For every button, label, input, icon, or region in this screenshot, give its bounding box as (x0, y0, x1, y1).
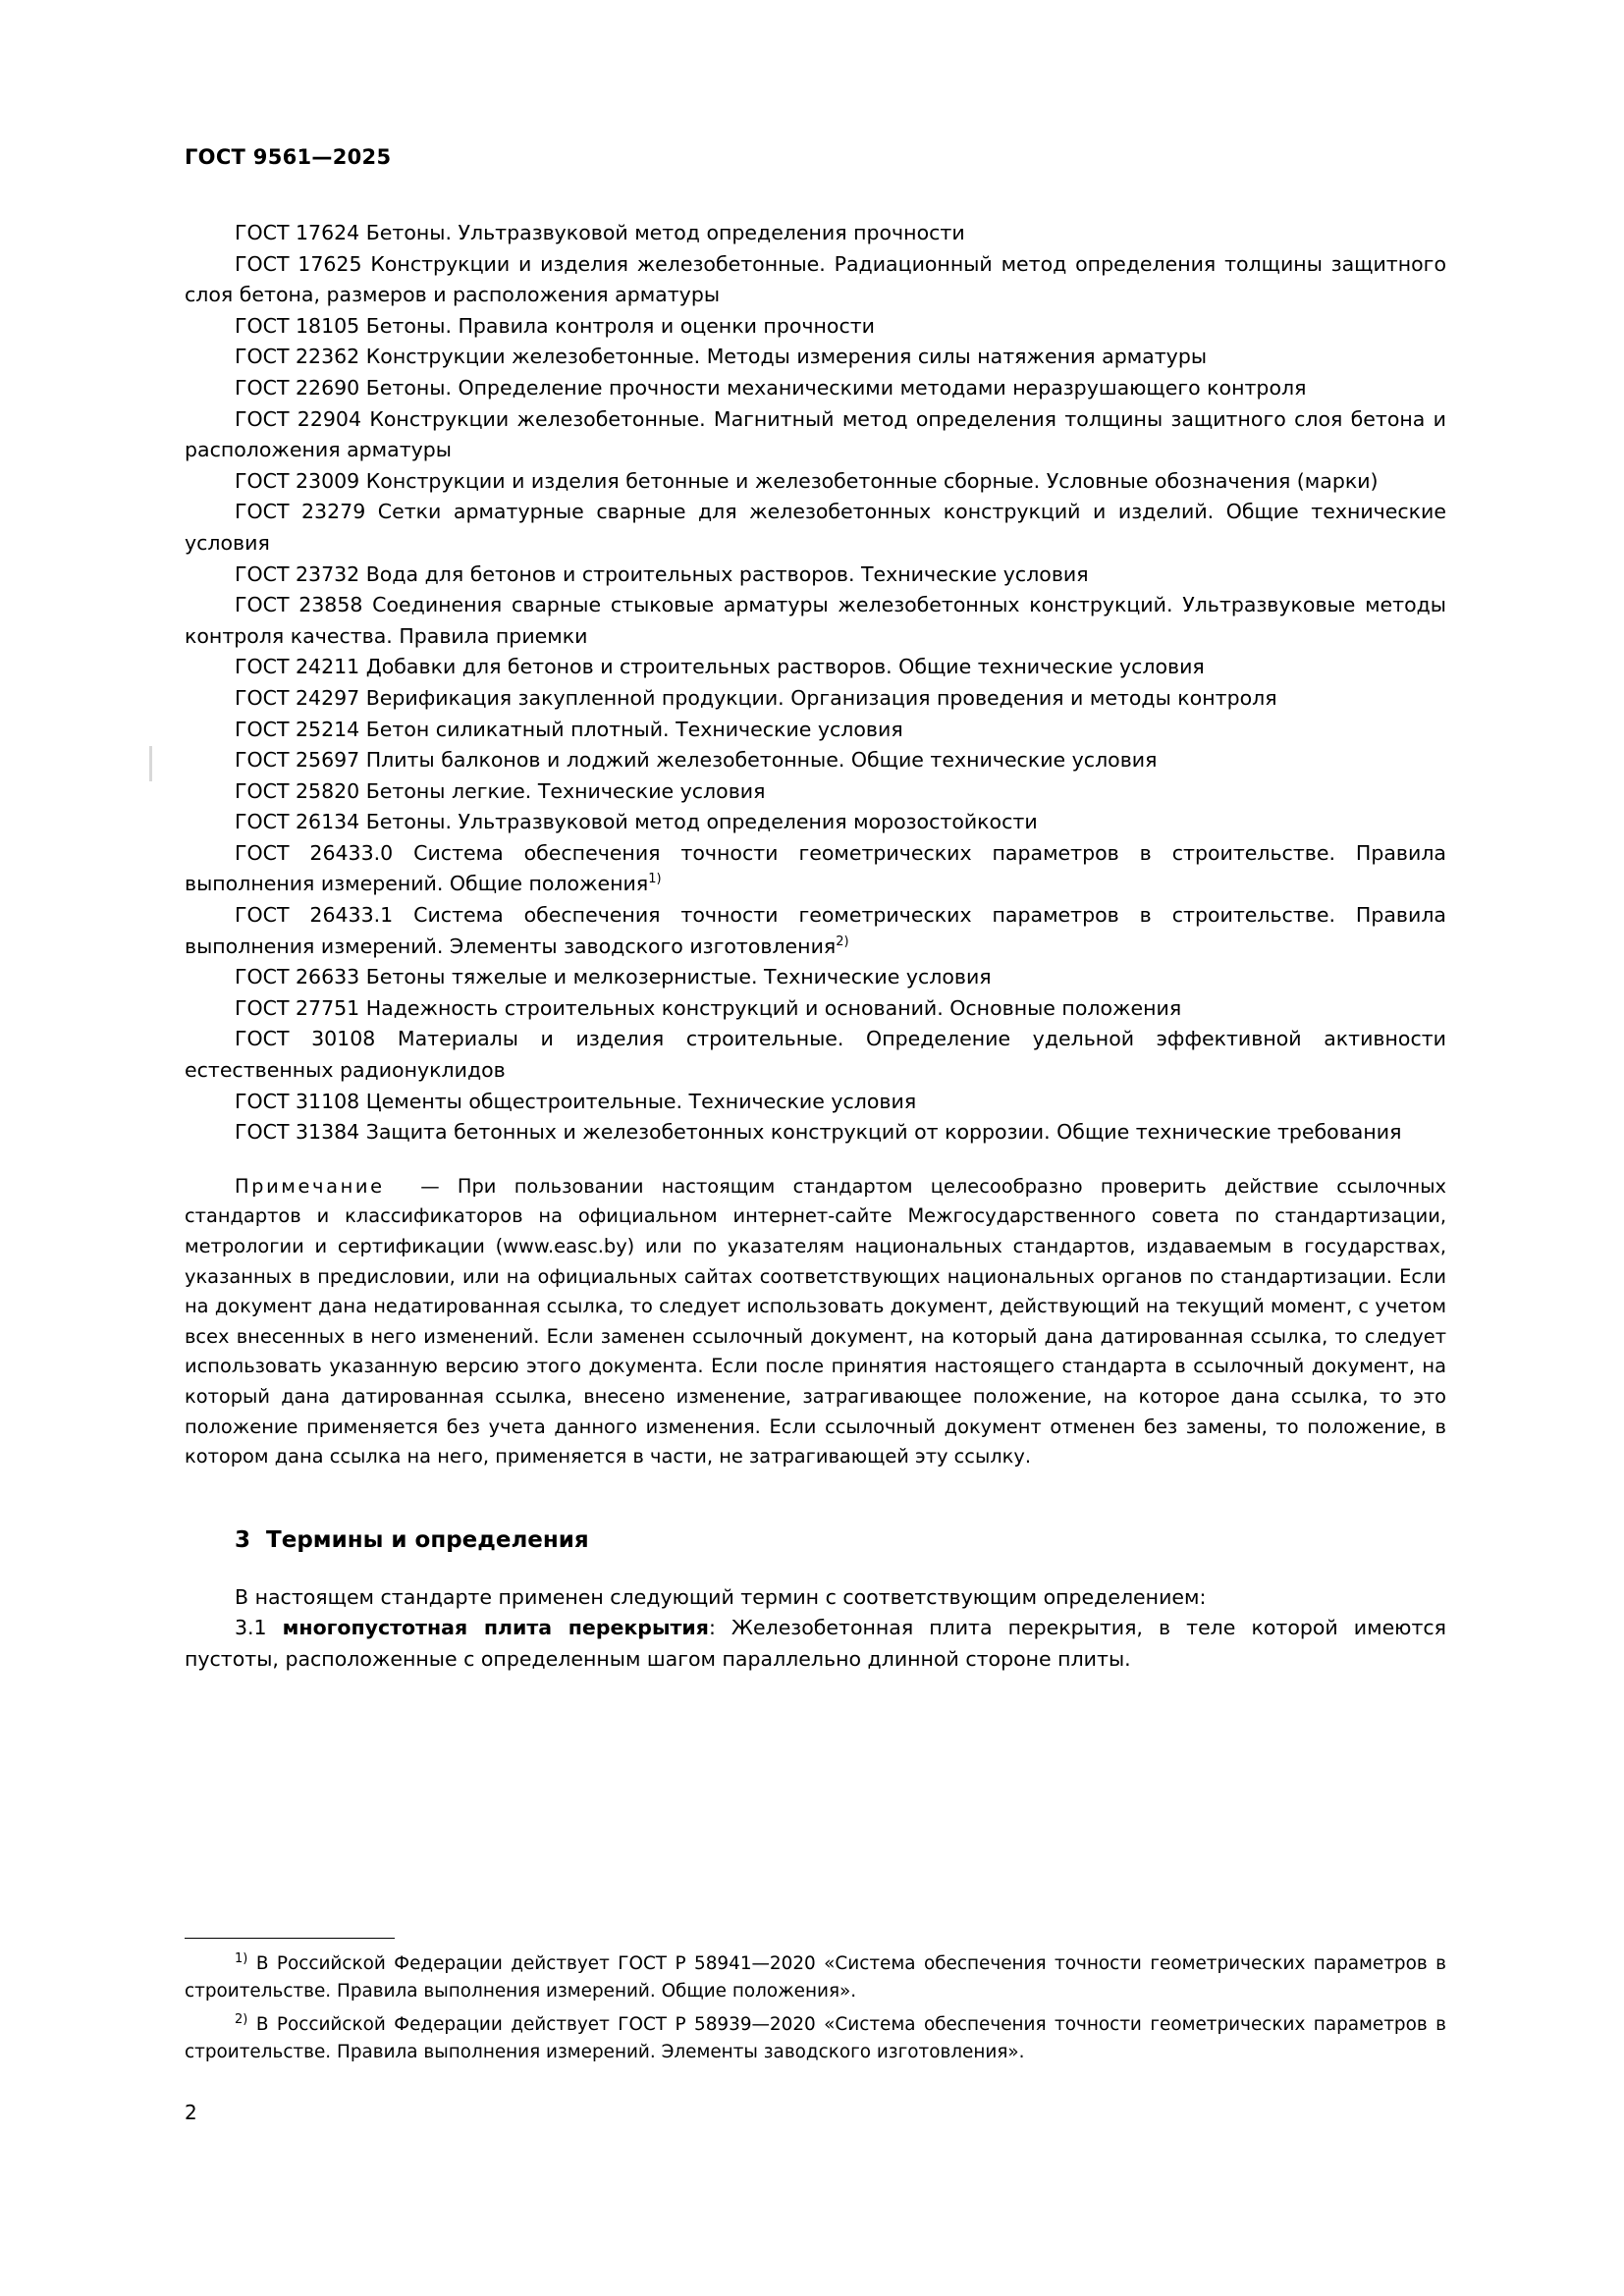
section-intro: В настоящем стандарте применен следующий термин с соответствующим определением: (235, 1584, 1207, 1609)
reference-item: ГОСТ 26633 Бетоны тяжелые и мелкозернистые. Технические условия (235, 965, 992, 989)
spacer (185, 1553, 1446, 1582)
reference-item: ГОСТ 24211 Добавки для бетонов и строительных растворов. Общие технические условия (235, 655, 1205, 679)
reference-item-with-footnote (185, 900, 1446, 962)
reference-item-with-footnote (185, 838, 1446, 900)
page-header: ГОСТ 9561—2025 (185, 145, 392, 169)
reference-item: ГОСТ 25214 Бетон силикатный плотный. Технические условия (235, 717, 903, 741)
section-title-text: Термины и определения (266, 1526, 589, 1553)
reference-item: ГОСТ 24297 Верификация закупленной продукции. Организация проведения и методы контроля (235, 685, 1277, 710)
reference-item: ГОСТ 27751 Надежность строительных конструкций и оснований. Основные положения (235, 995, 1182, 1020)
footnote-marker: 1) (648, 872, 662, 887)
reference-item: ГОСТ 23009 Конструкции и изделия бетонные и железобетонные сборные. Условные обозначения (марки) (235, 468, 1379, 493)
reference-item: ГОСТ 30108 Материалы и изделия строительные. Определение удельной эффективной активности естественных радионуклидов (185, 1027, 1446, 1083)
reference-item: ГОСТ 22362 Конструкции железобетонные. Методы измерения силы натяжения арматуры (235, 345, 1208, 369)
reference-item: ГОСТ 17624 Бетоны. Ультразвуковой метод определения прочности (235, 221, 965, 244)
reference-item: ГОСТ 26134 Бетоны. Ультразвуковой метод определения морозостойкости (235, 810, 1038, 834)
reference-text: ГОСТ 26433.1 Система обеспечения точности геометрических параметров в строительстве. Правила выполнения измерений. Элементы заводского изготовления (185, 903, 1446, 958)
note-label: Примечание (235, 1174, 385, 1198)
section-number: 3 (235, 1526, 251, 1553)
footnote-text: В Российской Федерации действует ГОСТ Р 58939—2020 «Система обеспечения точности геометрических параметров в строительстве. Правила выполнения измерений. Элементы заводского изготовления». (185, 2014, 1446, 2062)
footnote-marker: 1) (235, 1950, 248, 1966)
reference-item: ГОСТ 23732 Вода для бетонов и строительных растворов. Технические условия (235, 561, 1089, 586)
footnote (185, 1950, 1446, 2004)
reference-item: ГОСТ 17625 Конструкции и изделия железобетонные. Радиационный метод определения толщины защитного слоя бетона, размеров и расположения арматуры (185, 251, 1446, 307)
footnote (185, 2011, 1446, 2065)
reference-item: ГОСТ 23858 Соединения сварные стыковые арматуры железобетонных конструкций. Ультразвуковые методы контроля качества. Правила приемки (185, 593, 1446, 648)
reference-text: ГОСТ 26433.0 Система обеспечения точности геометрических параметров в строительстве. Правила выполнения измерений. Общие положения (185, 840, 1446, 896)
footnotes-area (185, 1938, 1446, 2072)
footnote-separator (185, 1938, 395, 1939)
section-heading (185, 1527, 1446, 1553)
reference-item: ГОСТ 25697 Плиты балконов и лоджий железобетонные. Общие технические условия (235, 748, 1158, 773)
note-block (185, 1172, 1446, 1472)
footnote-marker: 2) (836, 934, 849, 949)
term-name: многопустотная плита перекрытия (282, 1616, 709, 1640)
note-text: При пользовании настоящим стандартом целесообразно проверить действие ссылочных стандартов и классификаторов на официальном интернет-сайте Межгосударственного совета по стандартизации, метрологии и сертификации (www.easc.by) или по указателям национальных стандартов, издаваемым в государствах, указанных в предисловии, или на официальных сайтах соответствующих национальных органов по стандартизации. Если на документ дана недатированная ссылка, то следует использовать документ, действующий на текущий момент, с учетом всех внесенных в него изменений. Если заменен ссылочный документ, на который дана датированная ссылка, то следует использовать указанную версию этого документа. Если после принятия настоящего стандарта в ссылочный документ, на который дана датированная ссылка, внесено изменение, затрагивающее положение, на которое дана ссылка, то это положение применяется без учета данного изменения. Если ссылочный документ отменен без замены, то положение, в котором дана ссылка на него, применяется в части, не затрагивающей эту ссылку. (185, 1174, 1447, 1468)
footnote-text: В Российской Федерации действует ГОСТ Р 58941—2020 «Система обеспечения точности геометрических параметров в строительстве. Правила выполнения измерений. Общие положения». (185, 1953, 1446, 2002)
reference-item: ГОСТ 22690 Бетоны. Определение прочности механическими методами неразрушающего контроля (235, 375, 1307, 400)
reference-item: ГОСТ 31108 Цементы общестроительные. Технические условия (235, 1089, 917, 1113)
term-text: : Железобетонная плита перекрытия, в теле которой имеются пустоты, расположенные с определенным шагом параллельно длинной стороне плиты. (185, 1616, 1446, 1671)
page-edge-mark (149, 746, 152, 781)
spacer (185, 1472, 1446, 1527)
spacer (185, 1148, 1446, 1172)
reference-item: ГОСТ 31384 Защита бетонных и железобетонных конструкций от коррозии. Общие технические требования (235, 1120, 1402, 1145)
page-number: 2 (185, 2101, 197, 2124)
footnote-marker: 2) (235, 2011, 248, 2027)
reference-item: ГОСТ 23279 Сетки арматурные сварные для железобетонных конструкций и изделий. Общие технические условия (185, 500, 1446, 555)
document-body (185, 218, 1446, 1676)
clause-number: 3.1 (235, 1616, 267, 1640)
reference-item: ГОСТ 25820 Бетоны легкие. Технические условия (235, 778, 766, 803)
note-dash: — (420, 1174, 440, 1198)
reference-item: ГОСТ 22904 Конструкции железобетонные. Магнитный метод определения толщины защитного слоя бетона и расположения арматуры (185, 406, 1446, 462)
reference-item: ГОСТ 18105 Бетоны. Правила контроля и оценки прочности (235, 313, 875, 338)
term-definition (185, 1613, 1446, 1675)
